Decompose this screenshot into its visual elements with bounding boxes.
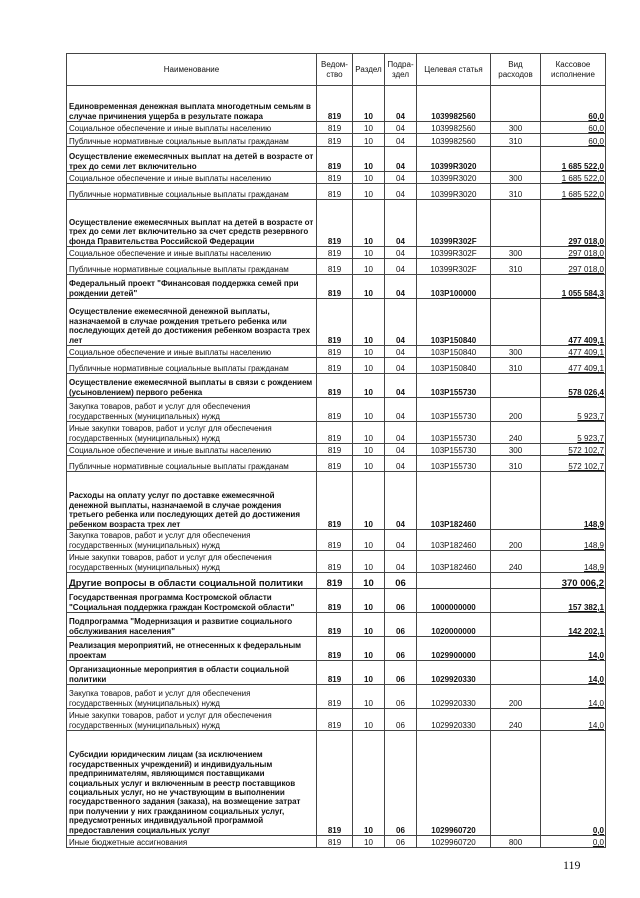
cell-podrazdel: 04 (385, 122, 417, 134)
cell-vedomstvo: 819 (317, 299, 353, 346)
cell-name: Социальное обеспечение и иные выплаты населению (67, 346, 317, 358)
cell-vid-rashodov: 200 (491, 398, 541, 422)
cell-celevaya-statya: 103P150840 (417, 358, 491, 374)
table-header-row (67, 54, 606, 86)
amount-value: 14,0 (588, 650, 604, 660)
cell-vedomstvo: 819 (317, 589, 353, 613)
cell-name: Иные бюджетные ассигнования (67, 836, 317, 848)
header-vedomstvo: Ведом-ство (317, 54, 353, 86)
cell-kassovoe-ispolnenie (541, 247, 606, 259)
cell-name: Единовременная денежная выплата многодетным семьям в случае причинения ущерба в результате пожара (67, 86, 317, 122)
cell-podrazdel: 04 (385, 147, 417, 172)
cell-vedomstvo: 819 (317, 573, 353, 589)
cell-name: Государственная программа Костромской области "Социальная поддержка граждан Костромской области" (67, 589, 317, 613)
cell-razdel: 10 (353, 374, 385, 398)
amount-value: 477 409,1 (568, 335, 604, 345)
cell-celevaya-statya: 103P150840 (417, 346, 491, 358)
cell-celevaya-statya: 1029960720 (417, 731, 491, 836)
cell-vid-rashodov: 200 (491, 685, 541, 709)
cell-name: Публичные нормативные социальные выплаты гражданам (67, 134, 317, 147)
amount-value: 572 102,7 (568, 445, 604, 455)
cell-podrazdel: 04 (385, 358, 417, 374)
cell-celevaya-statya: 103P155730 (417, 374, 491, 398)
amount-value: 60,0 (588, 136, 604, 146)
cell-celevaya-statya: 103P155730 (417, 398, 491, 422)
cell-vedomstvo: 819 (317, 346, 353, 358)
cell-podrazdel: 06 (385, 589, 417, 613)
table-row (67, 472, 606, 530)
cell-podrazdel: 04 (385, 456, 417, 472)
cell-razdel: 10 (353, 573, 385, 589)
cell-kassovoe-ispolnenie (541, 613, 606, 637)
page-number: 119 (563, 858, 581, 872)
table-row (67, 398, 606, 422)
cell-celevaya-statya: 1039982560 (417, 134, 491, 147)
cell-celevaya-statya: 103P100000 (417, 275, 491, 299)
cell-vid-rashodov (491, 147, 541, 172)
cell-vid-rashodov (491, 374, 541, 398)
amount-value: 1 055 584,3 (561, 288, 604, 298)
cell-razdel: 10 (353, 86, 385, 122)
table-row (67, 275, 606, 299)
cell-vid-rashodov: 300 (491, 247, 541, 259)
cell-name: Социальное обеспечение и иные выплаты населению (67, 247, 317, 259)
cell-kassovoe-ispolnenie (541, 275, 606, 299)
cell-vid-rashodov: 310 (491, 134, 541, 147)
amount-value: 477 409,1 (568, 363, 604, 373)
amount-value: 5 923,7 (577, 433, 604, 443)
cell-vedomstvo: 819 (317, 275, 353, 299)
cell-podrazdel: 04 (385, 444, 417, 456)
cell-celevaya-statya (417, 573, 491, 589)
amount-value: 1 685 522,0 (561, 161, 604, 171)
cell-celevaya-statya: 1029960720 (417, 836, 491, 848)
cell-razdel: 10 (353, 551, 385, 573)
table-row (67, 358, 606, 374)
cell-podrazdel: 06 (385, 685, 417, 709)
table-row (67, 709, 606, 731)
cell-celevaya-statya: 1000000000 (417, 589, 491, 613)
cell-vid-rashodov: 240 (491, 709, 541, 731)
cell-razdel: 10 (353, 637, 385, 661)
cell-kassovoe-ispolnenie (541, 86, 606, 122)
cell-celevaya-statya: 1039982560 (417, 122, 491, 134)
cell-celevaya-statya: 1029920330 (417, 661, 491, 685)
cell-podrazdel: 04 (385, 134, 417, 147)
cell-celevaya-statya: 1029920330 (417, 709, 491, 731)
cell-name: Осуществление ежемесячных выплат на детей в возрасте от трех до семи лет включительно (67, 147, 317, 172)
table-row (67, 122, 606, 134)
cell-razdel: 10 (353, 275, 385, 299)
cell-kassovoe-ispolnenie (541, 731, 606, 836)
cell-razdel: 10 (353, 200, 385, 247)
cell-name: Иные закупки товаров, работ и услуг для обеспечения государственных (муниципальных) нужд (67, 551, 317, 573)
cell-razdel: 10 (353, 613, 385, 637)
cell-celevaya-statya: 103P182460 (417, 472, 491, 530)
table-row (67, 836, 606, 848)
amount-value: 0,0 (592, 837, 604, 847)
cell-podrazdel: 06 (385, 709, 417, 731)
cell-name: Субсидии юридическим лицам (за исключением государственных учреждений) и индивидуальным предпринимателям, являющимся поставщиками социальных услуг и включенным в реестр поставщиков социальных услуг, но не участвующим в выполнении государственного задания (заказа), на возмещение затрат при получении у них гражданином социальных услуг, предусмотренных индивидуальной программой предоставления социальных услуг (67, 731, 317, 836)
cell-kassovoe-ispolnenie (541, 200, 606, 247)
cell-razdel: 10 (353, 709, 385, 731)
table-row (67, 299, 606, 346)
cell-kassovoe-ispolnenie (541, 184, 606, 200)
cell-razdel: 10 (353, 259, 385, 275)
table-row (67, 184, 606, 200)
cell-celevaya-statya: 1029920330 (417, 685, 491, 709)
cell-kassovoe-ispolnenie (541, 299, 606, 346)
amount-value: 5 923,7 (577, 411, 604, 421)
cell-kassovoe-ispolnenie (541, 374, 606, 398)
cell-vid-rashodov: 800 (491, 836, 541, 848)
cell-celevaya-statya: 10399R302F (417, 200, 491, 247)
cell-podrazdel: 04 (385, 530, 417, 551)
cell-podrazdel: 06 (385, 731, 417, 836)
cell-kassovoe-ispolnenie (541, 685, 606, 709)
table-row (67, 247, 606, 259)
cell-vedomstvo: 819 (317, 661, 353, 685)
amount-value: 60,0 (588, 123, 604, 133)
cell-podrazdel: 04 (385, 551, 417, 573)
table-row (67, 200, 606, 247)
cell-razdel: 10 (353, 147, 385, 172)
cell-vedomstvo: 819 (317, 836, 353, 848)
cell-vid-rashodov (491, 613, 541, 637)
table-row (67, 530, 606, 551)
table-row (67, 685, 606, 709)
cell-podrazdel: 04 (385, 275, 417, 299)
cell-vedomstvo: 819 (317, 374, 353, 398)
cell-kassovoe-ispolnenie (541, 456, 606, 472)
table-row (67, 573, 606, 589)
cell-podrazdel: 04 (385, 247, 417, 259)
cell-vid-rashodov: 200 (491, 530, 541, 551)
cell-podrazdel: 04 (385, 200, 417, 247)
cell-kassovoe-ispolnenie (541, 637, 606, 661)
cell-celevaya-statya: 10399R302F (417, 247, 491, 259)
cell-name: Организационные мероприятия в области социальной политики (67, 661, 317, 685)
amount-value: 142 202,1 (568, 626, 604, 636)
amount-value: 572 102,7 (568, 461, 604, 471)
cell-vedomstvo: 819 (317, 731, 353, 836)
cell-podrazdel: 06 (385, 836, 417, 848)
cell-vid-rashodov (491, 299, 541, 346)
cell-celevaya-statya: 10399R3020 (417, 147, 491, 172)
cell-vid-rashodov: 240 (491, 422, 541, 444)
cell-vedomstvo: 819 (317, 86, 353, 122)
cell-podrazdel: 04 (385, 374, 417, 398)
cell-name: Осуществление ежемесячной выплаты в связи с рождением (усыновлением) первого ребенка (67, 374, 317, 398)
cell-vid-rashodov (491, 275, 541, 299)
cell-name: Социальное обеспечение и иные выплаты населению (67, 122, 317, 134)
cell-name: Публичные нормативные социальные выплаты гражданам (67, 184, 317, 200)
cell-razdel: 10 (353, 685, 385, 709)
amount-value: 148,9 (583, 540, 604, 550)
cell-name: Иные закупки товаров, работ и услуг для обеспечения государственных (муниципальных) нужд (67, 422, 317, 444)
amount-value: 148,9 (583, 519, 604, 529)
table-row (67, 613, 606, 637)
cell-name: Федеральный проект "Финансовая поддержка семей при рождении детей" (67, 275, 317, 299)
cell-podrazdel: 04 (385, 398, 417, 422)
cell-kassovoe-ispolnenie (541, 259, 606, 275)
cell-kassovoe-ispolnenie (541, 122, 606, 134)
table-row (67, 346, 606, 358)
cell-razdel: 10 (353, 299, 385, 346)
amount-value: 0,0 (592, 825, 604, 835)
amount-value: 1 685 522,0 (561, 189, 604, 199)
table-row (67, 661, 606, 685)
cell-vid-rashodov: 300 (491, 346, 541, 358)
cell-celevaya-statya: 103P155730 (417, 456, 491, 472)
cell-podrazdel: 04 (385, 422, 417, 444)
table-row (67, 731, 606, 836)
amount-value: 60,0 (588, 111, 604, 121)
amount-value: 1 685 522,0 (561, 173, 604, 183)
cell-kassovoe-ispolnenie (541, 709, 606, 731)
cell-razdel: 10 (353, 836, 385, 848)
cell-vedomstvo: 819 (317, 709, 353, 731)
cell-kassovoe-ispolnenie (541, 172, 606, 184)
table-row (67, 422, 606, 444)
cell-kassovoe-ispolnenie (541, 346, 606, 358)
table-row (67, 147, 606, 172)
table-row (67, 589, 606, 613)
header-kassovoe-ispolnenie: Кассовое исполнение (541, 54, 606, 86)
cell-name: Иные закупки товаров, работ и услуг для обеспечения государственных (муниципальных) нужд (67, 709, 317, 731)
cell-vid-rashodov: 240 (491, 551, 541, 573)
cell-razdel: 10 (353, 472, 385, 530)
amount-value: 157 382,1 (568, 602, 604, 612)
cell-razdel: 10 (353, 444, 385, 456)
cell-podrazdel: 06 (385, 573, 417, 589)
cell-vedomstvo: 819 (317, 551, 353, 573)
cell-celevaya-statya: 1029900000 (417, 637, 491, 661)
cell-kassovoe-ispolnenie (541, 589, 606, 613)
table-row (67, 172, 606, 184)
cell-celevaya-statya: 1039982560 (417, 86, 491, 122)
table-row (67, 551, 606, 573)
cell-vedomstvo: 819 (317, 122, 353, 134)
cell-kassovoe-ispolnenie (541, 573, 606, 589)
amount-value: 370 006,2 (561, 577, 604, 589)
table-row (67, 456, 606, 472)
cell-vid-rashodov: 310 (491, 358, 541, 374)
header-razdel: Раздел (353, 54, 385, 86)
table-row (67, 444, 606, 456)
cell-celevaya-statya: 103P182460 (417, 551, 491, 573)
cell-celevaya-statya: 103P155730 (417, 422, 491, 444)
cell-name: Закупка товаров, работ и услуг для обеспечения государственных (муниципальных) нужд (67, 530, 317, 551)
cell-celevaya-statya: 10399R302F (417, 259, 491, 275)
cell-razdel: 10 (353, 398, 385, 422)
cell-razdel: 10 (353, 422, 385, 444)
table-body (67, 86, 606, 848)
cell-vid-rashodov (491, 200, 541, 247)
cell-name: Другие вопросы в области социальной политики (67, 573, 317, 589)
cell-vedomstvo: 819 (317, 134, 353, 147)
cell-razdel: 10 (353, 731, 385, 836)
cell-kassovoe-ispolnenie (541, 134, 606, 147)
amount-value: 578 026,4 (568, 387, 604, 397)
cell-vid-rashodov (491, 637, 541, 661)
amount-value: 14,0 (588, 674, 604, 684)
cell-razdel: 10 (353, 247, 385, 259)
cell-name: Социальное обеспечение и иные выплаты населению (67, 172, 317, 184)
cell-vedomstvo: 819 (317, 613, 353, 637)
header-name: Наименование (67, 54, 317, 86)
cell-kassovoe-ispolnenie (541, 530, 606, 551)
cell-vid-rashodov: 300 (491, 172, 541, 184)
cell-vedomstvo: 819 (317, 637, 353, 661)
cell-celevaya-statya: 103P182460 (417, 530, 491, 551)
cell-name: Закупка товаров, работ и услуг для обеспечения государственных (муниципальных) нужд (67, 398, 317, 422)
cell-podrazdel: 06 (385, 613, 417, 637)
cell-vedomstvo: 819 (317, 444, 353, 456)
cell-vedomstvo: 819 (317, 200, 353, 247)
amount-value: 148,9 (583, 562, 604, 572)
cell-vedomstvo: 819 (317, 259, 353, 275)
cell-kassovoe-ispolnenie (541, 398, 606, 422)
cell-name: Социальное обеспечение и иные выплаты населению (67, 444, 317, 456)
cell-vid-rashodov (491, 86, 541, 122)
cell-razdel: 10 (353, 122, 385, 134)
cell-podrazdel: 06 (385, 637, 417, 661)
cell-vedomstvo: 819 (317, 530, 353, 551)
cell-razdel: 10 (353, 184, 385, 200)
cell-razdel: 10 (353, 589, 385, 613)
cell-vedomstvo: 819 (317, 398, 353, 422)
cell-podrazdel: 04 (385, 86, 417, 122)
table-row (67, 374, 606, 398)
table-row (67, 86, 606, 122)
header-podrazdel: Подра-здел (385, 54, 417, 86)
cell-vedomstvo: 819 (317, 358, 353, 374)
cell-vid-rashodov (491, 661, 541, 685)
cell-kassovoe-ispolnenie (541, 444, 606, 456)
cell-vid-rashodov: 300 (491, 122, 541, 134)
cell-celevaya-statya: 10399R3020 (417, 172, 491, 184)
cell-kassovoe-ispolnenie (541, 661, 606, 685)
cell-razdel: 10 (353, 346, 385, 358)
cell-razdel: 10 (353, 456, 385, 472)
table-row (67, 637, 606, 661)
cell-podrazdel: 04 (385, 184, 417, 200)
cell-razdel: 10 (353, 134, 385, 147)
amount-value: 297 018,0 (568, 236, 604, 246)
cell-razdel: 10 (353, 661, 385, 685)
cell-podrazdel: 06 (385, 661, 417, 685)
cell-name: Публичные нормативные социальные выплаты гражданам (67, 259, 317, 275)
table-row (67, 259, 606, 275)
cell-podrazdel: 04 (385, 346, 417, 358)
cell-vedomstvo: 819 (317, 147, 353, 172)
cell-vid-rashodov (491, 472, 541, 530)
header-vid-rashodov: Вид расходов (491, 54, 541, 86)
amount-value: 297 018,0 (568, 264, 604, 274)
cell-vid-rashodov: 310 (491, 259, 541, 275)
cell-kassovoe-ispolnenie (541, 358, 606, 374)
budget-table (66, 53, 606, 848)
cell-podrazdel: 04 (385, 259, 417, 275)
amount-value: 14,0 (588, 698, 604, 708)
cell-celevaya-statya: 103P150840 (417, 299, 491, 346)
cell-vid-rashodov (491, 573, 541, 589)
cell-podrazdel: 04 (385, 172, 417, 184)
cell-vid-rashodov: 300 (491, 444, 541, 456)
amount-value: 14,0 (588, 720, 604, 730)
cell-kassovoe-ispolnenie (541, 836, 606, 848)
cell-celevaya-statya: 10399R3020 (417, 184, 491, 200)
cell-vedomstvo: 819 (317, 685, 353, 709)
cell-name: Закупка товаров, работ и услуг для обеспечения государственных (муниципальных) нужд (67, 685, 317, 709)
cell-vedomstvo: 819 (317, 247, 353, 259)
cell-podrazdel: 04 (385, 299, 417, 346)
cell-vedomstvo: 819 (317, 172, 353, 184)
cell-kassovoe-ispolnenie (541, 147, 606, 172)
cell-celevaya-statya: 1020000000 (417, 613, 491, 637)
header-celevaya-statya: Целевая статья (417, 54, 491, 86)
cell-name: Публичные нормативные социальные выплаты гражданам (67, 456, 317, 472)
cell-vid-rashodov: 310 (491, 184, 541, 200)
amount-value: 477 409,1 (568, 347, 604, 357)
cell-vid-rashodov (491, 589, 541, 613)
cell-name: Осуществление ежемесячной денежной выплаты, назначаемой в случае рождения третьего ребенка или последующих детей до достижения ребенком возраста трех лет (67, 299, 317, 346)
amount-value: 297 018,0 (568, 248, 604, 258)
cell-vedomstvo: 819 (317, 472, 353, 530)
cell-razdel: 10 (353, 530, 385, 551)
table-row (67, 134, 606, 147)
budget-table-page (66, 53, 605, 848)
cell-vid-rashodov: 310 (491, 456, 541, 472)
cell-kassovoe-ispolnenie (541, 551, 606, 573)
cell-podrazdel: 04 (385, 472, 417, 530)
cell-name: Осуществление ежемесячных выплат на детей в возрасте от трех до семи лет включительно за счет средств резервного фонда Правительства Российской Федерации (67, 200, 317, 247)
cell-celevaya-statya: 103P155730 (417, 444, 491, 456)
cell-vedomstvo: 819 (317, 184, 353, 200)
cell-name: Расходы на оплату услуг по доставке ежемесячной денежной выплаты, назначаемой в случае рождения третьего ребенка или последующих детей до достижения ребенком возраста трех лет (67, 472, 317, 530)
cell-kassovoe-ispolnenie (541, 422, 606, 444)
cell-vedomstvo: 819 (317, 422, 353, 444)
cell-name: Публичные нормативные социальные выплаты гражданам (67, 358, 317, 374)
cell-kassovoe-ispolnenie (541, 472, 606, 530)
cell-razdel: 10 (353, 172, 385, 184)
cell-vid-rashodov (491, 731, 541, 836)
cell-name: Реализация мероприятий, не отнесенных к федеральным проектам (67, 637, 317, 661)
cell-razdel: 10 (353, 358, 385, 374)
cell-name: Подпрограмма "Модернизация и развитие социального обслуживания населения" (67, 613, 317, 637)
cell-vedomstvo: 819 (317, 456, 353, 472)
